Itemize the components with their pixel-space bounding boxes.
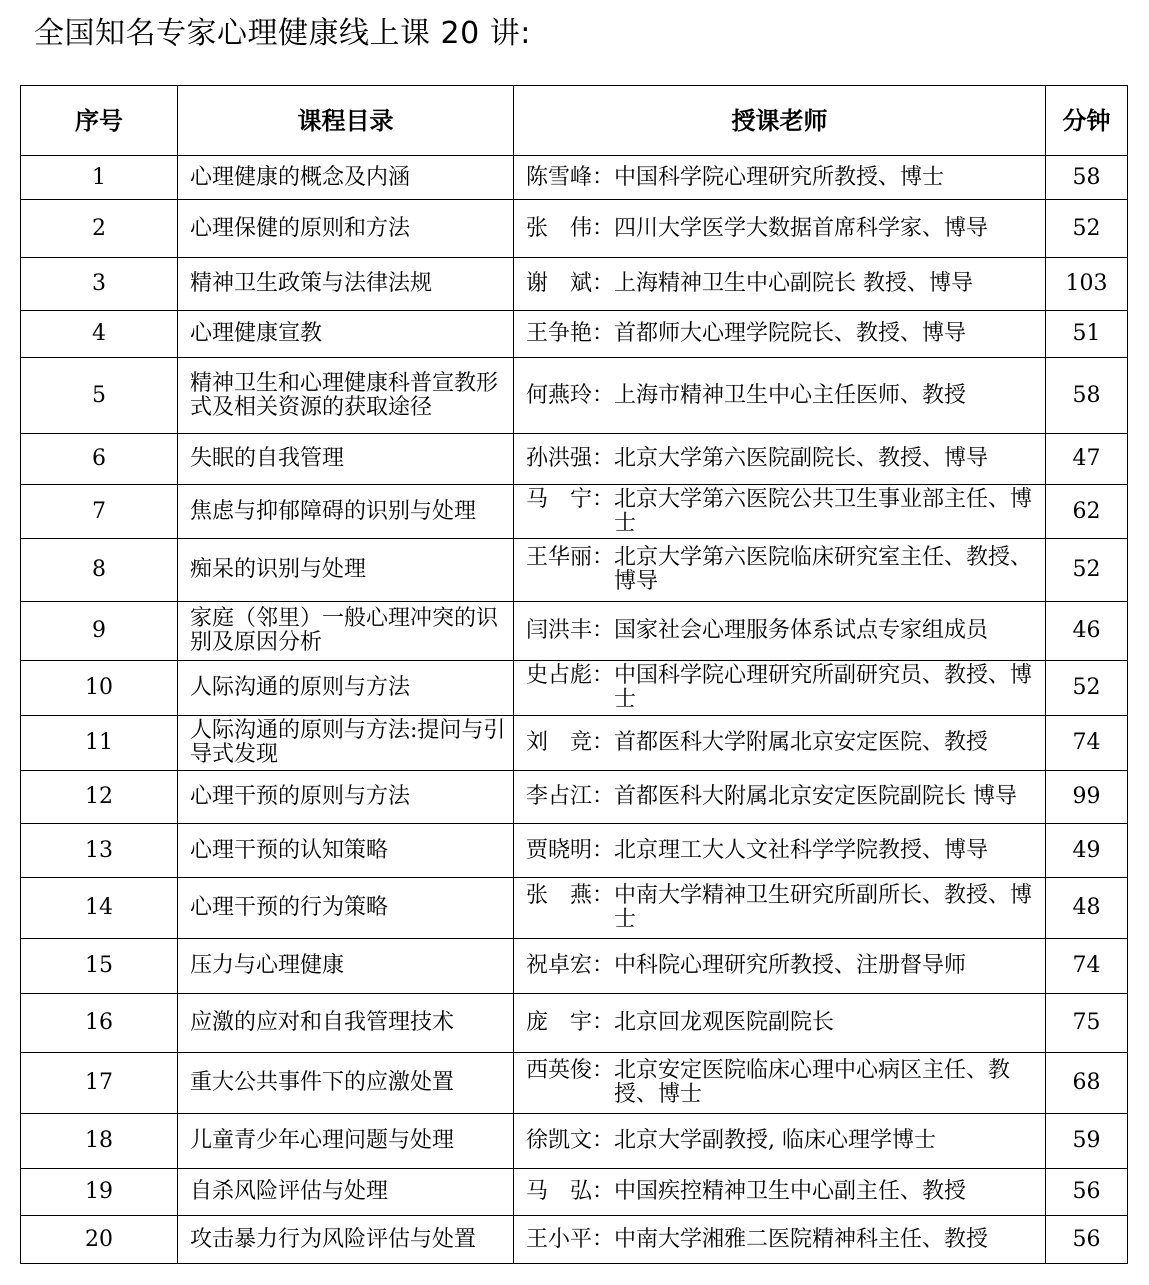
teacher-title: 中南大学精神卫生研究所副所长、教授、博士 — [614, 883, 1033, 932]
teacher-title: 北京大学第六医院临床研究室主任、教授、博导 — [614, 545, 1033, 594]
teacher-cell — [514, 200, 1046, 258]
minutes: 99 — [1046, 771, 1128, 824]
header-teacher: 授课老师 — [514, 86, 1046, 156]
row-number: 9 — [21, 602, 178, 661]
name-separator: ： — [592, 1226, 615, 1252]
teacher-name: 史占彪 — [526, 663, 593, 688]
table-row — [21, 602, 1128, 661]
row-number: 20 — [21, 1216, 178, 1264]
teacher-info — [526, 272, 1039, 296]
teacher-name: 闫洪丰 — [526, 618, 593, 643]
teacher-info — [526, 1011, 1039, 1035]
name-separator: ： — [592, 883, 615, 908]
table-row — [21, 1169, 1128, 1216]
course-title: 焦虑与抑郁障碍的识别与处理 — [178, 485, 514, 539]
teacher-cell — [514, 1216, 1046, 1264]
course-title: 失眠的自我管理 — [178, 434, 514, 485]
course-title: 攻击暴力行为风险评估与处置 — [178, 1216, 514, 1264]
teacher-title: 中科院心理研究所教授、注册督导师 — [614, 953, 967, 978]
table-row — [21, 939, 1128, 994]
teacher-title: 中南大学湘雅二医院精神科主任、教授 — [614, 1226, 989, 1252]
teacher-title: 北京大学第六医院副院长、教授、博导 — [614, 446, 989, 471]
minutes: 59 — [1046, 1114, 1128, 1169]
table-row — [21, 311, 1128, 358]
teacher-cell — [514, 716, 1046, 771]
row-number: 18 — [21, 1114, 178, 1169]
header-minutes: 分钟 — [1046, 86, 1128, 156]
table-row — [21, 661, 1128, 716]
minutes: 56 — [1046, 1169, 1128, 1216]
table-row — [21, 485, 1128, 539]
teacher-info — [526, 546, 1039, 594]
course-title: 心理干预的原则与方法 — [178, 771, 514, 824]
teacher-cell — [514, 539, 1046, 602]
minutes: 52 — [1046, 539, 1128, 602]
row-number: 3 — [21, 258, 178, 311]
name-separator: ： — [592, 1010, 615, 1035]
teacher-title: 首都医科大附属北京安定医院副院长 博导 — [614, 784, 1018, 809]
row-number: 13 — [21, 824, 178, 878]
teacher-info — [526, 664, 1039, 712]
teacher-cell — [514, 358, 1046, 434]
name-separator: ： — [592, 321, 615, 346]
table-row — [21, 878, 1128, 939]
teacher-title: 上海精神卫生中心副院长 教授、博导 — [614, 271, 974, 296]
minutes: 74 — [1046, 939, 1128, 994]
teacher-name: 徐凯文 — [526, 1128, 593, 1153]
name-separator: ： — [592, 837, 615, 863]
teacher-info — [526, 447, 1039, 471]
course-title: 人际沟通的原则与方法:提问与引导式发现 — [178, 716, 514, 771]
name-separator: ： — [592, 953, 615, 978]
teacher-cell — [514, 824, 1046, 878]
row-number: 5 — [21, 358, 178, 434]
name-separator: ： — [592, 271, 615, 296]
table-row — [21, 824, 1128, 878]
row-number: 6 — [21, 434, 178, 485]
name-separator: ： — [592, 663, 615, 688]
course-title: 自杀风险评估与处理 — [178, 1169, 514, 1216]
teacher-info — [526, 1129, 1039, 1153]
teacher-cell — [514, 878, 1046, 939]
teacher-cell — [514, 1053, 1046, 1114]
name-separator: ： — [592, 446, 615, 471]
row-number: 12 — [21, 771, 178, 824]
course-title: 心理健康的概念及内涵 — [178, 156, 514, 200]
minutes: 58 — [1046, 358, 1128, 434]
teacher-name: 孙洪强 — [526, 446, 593, 471]
table-row — [21, 771, 1128, 824]
header-no: 序号 — [21, 86, 178, 156]
teacher-name: 祝卓宏 — [526, 953, 593, 978]
row-number: 7 — [21, 485, 178, 539]
teacher-cell — [514, 485, 1046, 539]
table-row — [21, 1114, 1128, 1169]
teacher-cell — [514, 156, 1046, 200]
header-course: 课程目录 — [178, 86, 514, 156]
name-separator: ： — [592, 784, 615, 809]
teacher-info — [526, 731, 1039, 755]
teacher-title: 北京大学第六医院公共卫生事业部主任、博士 — [614, 486, 1033, 536]
teacher-info — [526, 1180, 1039, 1204]
teacher-cell — [514, 994, 1046, 1053]
course-title: 心理干预的行为策略 — [178, 878, 514, 939]
teacher-info — [526, 488, 1039, 536]
teacher-title: 北京安定医院临床心理中心病区主任、教授、博士 — [614, 1058, 1011, 1107]
teacher-cell — [514, 602, 1046, 661]
teacher-info — [526, 619, 1039, 643]
name-separator: ： — [592, 215, 615, 241]
course-title: 心理保健的原则和方法 — [178, 200, 514, 258]
row-number: 19 — [21, 1169, 178, 1216]
row-number: 15 — [21, 939, 178, 994]
teacher-info — [526, 839, 1039, 863]
name-separator: ： — [592, 1179, 615, 1204]
minutes: 49 — [1046, 824, 1128, 878]
teacher-info — [526, 166, 1039, 190]
teacher-title: 北京回龙观医院副院长 — [614, 1010, 835, 1035]
course-title: 心理干预的认知策略 — [178, 824, 514, 878]
course-title: 应激的应对和自我管理技术 — [178, 994, 514, 1053]
teacher-name: 张 燕 — [526, 883, 593, 908]
minutes: 58 — [1046, 156, 1128, 200]
name-separator: ： — [592, 486, 615, 512]
teacher-info — [526, 954, 1039, 978]
course-title: 人际沟通的原则与方法 — [178, 661, 514, 716]
name-separator: ： — [592, 382, 615, 408]
table-row — [21, 716, 1128, 771]
teacher-title: 首都医科大学附属北京安定医院、教授 — [614, 730, 989, 755]
row-number: 10 — [21, 661, 178, 716]
row-number: 4 — [21, 311, 178, 358]
name-separator: ： — [592, 164, 615, 190]
table-row — [21, 358, 1128, 434]
row-number: 14 — [21, 878, 178, 939]
teacher-info — [526, 322, 1039, 346]
teacher-info — [526, 884, 1039, 932]
minutes: 103 — [1046, 258, 1128, 311]
teacher-name: 陈雪峰 — [526, 164, 593, 190]
teacher-name: 刘 竞 — [526, 730, 593, 755]
name-separator: ： — [592, 618, 615, 643]
teacher-name: 贾晓明 — [526, 837, 593, 863]
course-title: 重大公共事件下的应激处置 — [178, 1053, 514, 1114]
teacher-info — [526, 384, 1039, 408]
minutes: 52 — [1046, 661, 1128, 716]
name-separator: ： — [592, 1058, 615, 1083]
teacher-title: 北京理工大人文社科学学院教授、博导 — [614, 837, 989, 863]
minutes: 51 — [1046, 311, 1128, 358]
teacher-cell — [514, 1114, 1046, 1169]
teacher-title: 中国科学院心理研究所副研究员、教授、博士 — [614, 663, 1033, 712]
table-row — [21, 258, 1128, 311]
table-row — [21, 994, 1128, 1053]
teacher-title: 国家社会心理服务体系试点专家组成员 — [614, 618, 989, 643]
teacher-info — [526, 785, 1039, 809]
teacher-name: 王小平 — [526, 1226, 593, 1252]
minutes: 48 — [1046, 878, 1128, 939]
teacher-name: 庞 宇 — [526, 1010, 593, 1035]
teacher-cell — [514, 661, 1046, 716]
row-number: 2 — [21, 200, 178, 258]
table-header-row — [21, 86, 1128, 156]
course-title: 家庭（邻里）一般心理冲突的识别及原因分析 — [178, 602, 514, 661]
teacher-title: 中国科学院心理研究所教授、博士 — [614, 164, 945, 190]
table-row — [21, 1216, 1128, 1264]
name-separator: ： — [592, 545, 615, 570]
teacher-title: 首都师大心理学院院长、教授、博导 — [614, 321, 967, 346]
teacher-name: 张 伟 — [526, 215, 593, 241]
teacher-title: 北京大学副教授, 临床心理学博士 — [614, 1128, 937, 1153]
course-title: 精神卫生和心理健康科普宣教形式及相关资源的获取途径 — [178, 358, 514, 434]
teacher-name: 王华丽 — [526, 545, 593, 570]
teacher-cell — [514, 311, 1046, 358]
row-number: 11 — [21, 716, 178, 771]
teacher-name: 马 宁 — [526, 486, 593, 512]
teacher-name: 西英俊 — [526, 1058, 593, 1083]
minutes: 74 — [1046, 716, 1128, 771]
course-title: 压力与心理健康 — [178, 939, 514, 994]
teacher-name: 马 弘 — [526, 1179, 593, 1204]
page-title: 全国知名专家心理健康线上课 20 讲: — [34, 16, 531, 51]
table-row — [21, 200, 1128, 258]
minutes: 62 — [1046, 485, 1128, 539]
minutes: 47 — [1046, 434, 1128, 485]
minutes: 68 — [1046, 1053, 1128, 1114]
course-title: 心理健康宣教 — [178, 311, 514, 358]
course-title: 痴呆的识别与处理 — [178, 539, 514, 602]
teacher-title: 上海市精神卫生中心主任医师、教授 — [614, 382, 967, 408]
table-row — [21, 156, 1128, 200]
course-title: 儿童青少年心理问题与处理 — [178, 1114, 514, 1169]
teacher-name: 王争艳 — [526, 321, 593, 346]
teacher-info — [526, 1228, 1039, 1252]
minutes: 46 — [1046, 602, 1128, 661]
teacher-name: 谢 斌 — [526, 271, 593, 296]
teacher-info — [526, 1059, 1039, 1107]
table-row — [21, 434, 1128, 485]
teacher-info — [526, 217, 1039, 241]
teacher-cell — [514, 258, 1046, 311]
course-title: 精神卫生政策与法律法规 — [178, 258, 514, 311]
name-separator: ： — [592, 730, 615, 755]
teacher-name: 何燕玲 — [526, 382, 593, 408]
table-row — [21, 1053, 1128, 1114]
teacher-name: 李占江 — [526, 784, 593, 809]
course-table — [20, 85, 1128, 1264]
teacher-title: 四川大学医学大数据首席科学家、博导 — [614, 215, 989, 241]
teacher-title: 中国疾控精神卫生中心副主任、教授 — [614, 1179, 967, 1204]
teacher-cell — [514, 434, 1046, 485]
teacher-cell — [514, 939, 1046, 994]
minutes: 56 — [1046, 1216, 1128, 1264]
row-number: 1 — [21, 156, 178, 200]
minutes: 75 — [1046, 994, 1128, 1053]
name-separator: ： — [592, 1128, 615, 1153]
row-number: 8 — [21, 539, 178, 602]
minutes: 52 — [1046, 200, 1128, 258]
row-number: 16 — [21, 994, 178, 1053]
row-number: 17 — [21, 1053, 178, 1114]
table-row — [21, 539, 1128, 602]
teacher-cell — [514, 771, 1046, 824]
teacher-cell — [514, 1169, 1046, 1216]
